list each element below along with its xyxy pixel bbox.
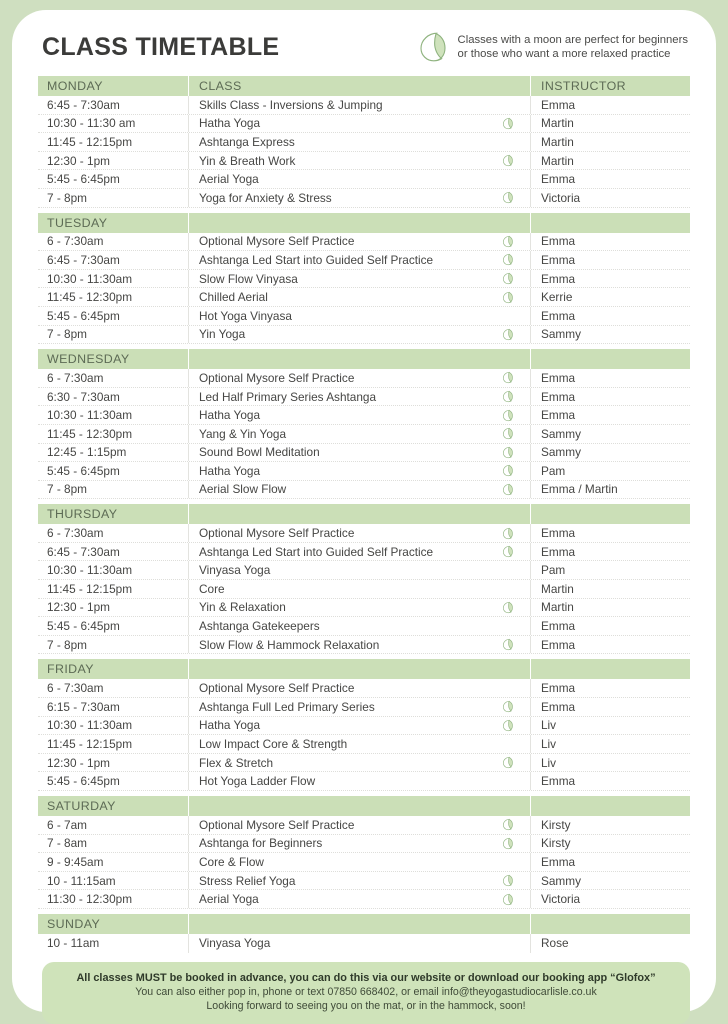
column-header-instructor [530, 213, 690, 233]
moon-icon [484, 837, 530, 850]
table-row[interactable] [38, 636, 690, 655]
day-name: WEDNESDAY [47, 352, 130, 367]
instructor-name: Martin [530, 599, 690, 617]
moon-icon [484, 427, 530, 440]
instructor-name: Martin [530, 152, 690, 170]
instructor-name: Victoria [530, 890, 690, 908]
class-name: Flex & Stretch [188, 754, 484, 772]
table-row[interactable] [38, 679, 690, 698]
moon-icon [484, 874, 530, 887]
moon-icon [484, 154, 530, 167]
day-header-friday [38, 659, 690, 679]
instructor-name: Liv [530, 735, 690, 753]
class-time: 10 - 11am [47, 936, 100, 951]
class-name: Hot Yoga Vinyasa [188, 307, 484, 325]
class-name: Sound Bowl Meditation [188, 444, 484, 462]
class-time: 10:30 - 11:30am [47, 271, 133, 286]
instructor-name: Martin [530, 115, 690, 133]
table-row[interactable] [38, 617, 690, 636]
table-row[interactable] [38, 233, 690, 252]
table-row[interactable] [38, 444, 690, 463]
moon-icon [484, 446, 530, 459]
table-row[interactable] [38, 735, 690, 754]
class-time: 6:45 - 7:30am [47, 252, 120, 267]
instructor-name: Sammy [530, 872, 690, 890]
instructor-name: Emma [530, 307, 690, 325]
day-header-saturday [38, 796, 690, 816]
day-header-monday [38, 76, 690, 96]
day-name: FRIDAY [47, 662, 94, 677]
table-row[interactable] [38, 816, 690, 835]
class-name: Slow Flow & Hammock Relaxation [188, 636, 484, 654]
class-time: 6 - 7am [47, 817, 87, 832]
class-time: 5:45 - 6:45pm [47, 308, 120, 323]
day-header-tuesday [38, 213, 690, 233]
page-title: CLASS TIMETABLE [42, 32, 280, 61]
class-name: Optional Mysore Self Practice [188, 679, 484, 697]
table-row[interactable] [38, 288, 690, 307]
table-row[interactable] [38, 599, 690, 618]
class-name: Ashtanga for Beginners [188, 835, 484, 853]
class-time: 6:15 - 7:30am [47, 699, 120, 714]
instructor-name: Emma [530, 388, 690, 406]
day-header-wednesday [38, 349, 690, 369]
table-row[interactable] [38, 835, 690, 854]
table-row[interactable] [38, 462, 690, 481]
instructor-name: Emma [530, 96, 690, 114]
table-row[interactable] [38, 189, 690, 208]
moon-icon [484, 409, 530, 422]
class-name: Yin & Breath Work [188, 152, 484, 170]
class-time: 11:45 - 12:30pm [47, 290, 133, 305]
moon-legend-line2: or those who want a more relaxed practice [457, 48, 671, 60]
instructor-name: Sammy [530, 425, 690, 443]
class-time: 5:45 - 6:45pm [47, 172, 120, 187]
table-row[interactable] [38, 307, 690, 326]
class-name: Core & Flow [188, 853, 484, 871]
class-time: 6 - 7:30am [47, 526, 104, 541]
column-header-class [188, 504, 484, 524]
instructor-name: Emma [530, 543, 690, 561]
class-name: Hatha Yoga [188, 406, 484, 424]
table-row[interactable] [38, 270, 690, 289]
class-name: Hatha Yoga [188, 462, 484, 480]
column-header-instructor [530, 659, 690, 679]
instructor-name: Sammy [530, 326, 690, 344]
table-row[interactable] [38, 170, 690, 189]
class-time: 11:45 - 12:15pm [47, 134, 133, 149]
instructor-name: Emma [530, 772, 690, 790]
moon-icon [484, 272, 530, 285]
table-row[interactable] [38, 369, 690, 388]
day-name: TUESDAY [47, 215, 108, 230]
table-row[interactable] [38, 543, 690, 562]
class-name: Core [188, 580, 484, 598]
class-name: Ashtanga Led Start into Guided Self Practice [188, 543, 484, 561]
class-name: Ashtanga Express [188, 133, 484, 151]
class-time: 6:45 - 7:30am [47, 97, 120, 112]
instructor-name: Emma [530, 406, 690, 424]
table-row[interactable] [38, 326, 690, 345]
class-time: 10:30 - 11:30am [47, 408, 133, 423]
moon-legend-text [458, 33, 688, 61]
class-time: 6 - 7:30am [47, 370, 104, 385]
class-name: Hot Yoga Ladder Flow [188, 772, 484, 790]
column-header-instructor [530, 914, 690, 934]
table-row[interactable] [38, 133, 690, 152]
class-time: 6:45 - 7:30am [47, 544, 120, 559]
table-row[interactable] [38, 853, 690, 872]
moon-icon [484, 638, 530, 651]
instructor-name: Emma / Martin [530, 481, 690, 499]
instructor-name: Emma [530, 270, 690, 288]
class-name: Led Half Primary Series Ashtanga [188, 388, 484, 406]
class-name: Ashtanga Gatekeepers [188, 617, 484, 635]
instructor-name: Emma [530, 524, 690, 542]
class-time: 5:45 - 6:45pm [47, 774, 120, 789]
class-time: 5:45 - 6:45pm [47, 463, 120, 478]
moon-legend [415, 30, 694, 64]
table-row[interactable] [38, 481, 690, 500]
instructor-name: Victoria [530, 189, 690, 207]
moon-icon [484, 545, 530, 558]
moon-legend-line1: Classes with a moon are perfect for beginners [457, 33, 688, 46]
table-row[interactable] [38, 580, 690, 599]
table-row[interactable] [38, 388, 690, 407]
class-time: 11:45 - 12:15pm [47, 737, 133, 752]
column-header-instructor [530, 504, 690, 524]
instructor-name: Martin [530, 133, 690, 151]
day-name: SUNDAY [47, 916, 101, 931]
table-row[interactable] [38, 425, 690, 444]
column-header-class: CLASS [188, 76, 484, 96]
footer-line-2: You can also either pop in, phone or text 07850 668402, or email info@theyogastudiocarlisle.co.uk [135, 985, 597, 998]
class-name: Optional Mysore Self Practice [188, 369, 484, 387]
class-name: Vinyasa Yoga [188, 934, 484, 953]
class-time: 11:30 - 12:30pm [47, 892, 133, 907]
class-name: Aerial Yoga [188, 890, 484, 908]
instructor-name: Kirsty [530, 835, 690, 853]
instructor-name: Emma [530, 617, 690, 635]
moon-icon [484, 235, 530, 248]
class-time: 12:30 - 1pm [47, 600, 110, 615]
footer-line-3: Looking forward to seeing you on the mat, or in the hammock, soon! [206, 1000, 526, 1013]
table-row[interactable] [38, 96, 690, 115]
instructor-name: Martin [530, 580, 690, 598]
instructor-name: Emma [530, 369, 690, 387]
day-name: SATURDAY [47, 799, 116, 813]
moon-icon [484, 328, 530, 341]
column-header-class [188, 349, 484, 369]
table-row[interactable] [38, 754, 690, 773]
class-name: Low Impact Core & Strength [188, 735, 484, 753]
instructor-name: Emma [530, 170, 690, 188]
instructor-name: Pam [530, 561, 690, 579]
class-name: Optional Mysore Self Practice [188, 524, 484, 542]
class-time: 10:30 - 11:30am [47, 563, 133, 578]
class-time: 6 - 7:30am [47, 681, 104, 696]
class-time: 7 - 8pm [47, 327, 87, 342]
moon-icon [484, 527, 530, 540]
class-name: Yin Yoga [188, 326, 484, 344]
column-header-class [188, 213, 484, 233]
day-header-thursday [38, 504, 690, 524]
moon-icon [484, 893, 530, 906]
class-time: 12:30 - 1pm [47, 755, 110, 770]
class-name: Optional Mysore Self Practice [188, 816, 484, 834]
moon-icon [484, 291, 530, 304]
instructor-name: Emma [530, 636, 690, 654]
column-header-class [188, 659, 484, 679]
instructor-name: Emma [530, 698, 690, 716]
table-row[interactable] [38, 251, 690, 270]
class-name: Stress Relief Yoga [188, 872, 484, 890]
table-row[interactable] [38, 152, 690, 171]
table-row[interactable] [38, 698, 690, 717]
footer-line-1: All classes MUST be booked in advance, you can do this via our website or download our booking app “Glofox” [76, 971, 656, 984]
instructor-name: Liv [530, 754, 690, 772]
class-name: Skills Class - Inversions & Jumping [188, 96, 484, 114]
moon-icon [484, 818, 530, 831]
class-name: Aerial Slow Flow [188, 481, 484, 499]
instructor-name: Kerrie [530, 288, 690, 306]
class-name: Yoga for Anxiety & Stress [188, 189, 484, 207]
class-time: 10 - 11:15am [47, 873, 116, 888]
day-name: MONDAY [47, 79, 103, 93]
class-time: 6 - 7:30am [47, 234, 104, 249]
class-time: 10:30 - 11:30 am [47, 116, 136, 131]
class-time: 11:45 - 12:15pm [47, 581, 133, 596]
table-row[interactable] [38, 561, 690, 580]
class-name: Yang & Yin Yoga [188, 425, 484, 443]
timetable-card [12, 10, 716, 1012]
table-row[interactable] [38, 717, 690, 736]
table-row[interactable] [38, 890, 690, 909]
moon-icon [484, 390, 530, 403]
class-name: Vinyasa Yoga [188, 561, 484, 579]
instructor-name: Emma [530, 233, 690, 251]
class-time: 7 - 8pm [47, 637, 87, 652]
moon-icon [484, 719, 530, 732]
instructor-name: Pam [530, 462, 690, 480]
moon-icon [484, 483, 530, 496]
moon-icon [484, 253, 530, 266]
moon-icon [484, 371, 530, 384]
class-time: 10:30 - 11:30am [47, 718, 133, 733]
class-name: Optional Mysore Self Practice [188, 233, 484, 251]
class-name: Hatha Yoga [188, 115, 484, 133]
class-time: 6:30 - 7:30am [47, 389, 120, 404]
column-header-instructor [530, 796, 690, 816]
moon-icon [484, 756, 530, 769]
moon-icon [484, 601, 530, 614]
day-name: THURSDAY [47, 507, 118, 522]
class-name: Hatha Yoga [188, 717, 484, 735]
table-row[interactable] [38, 872, 690, 891]
class-name: Slow Flow Vinyasa [188, 270, 484, 288]
class-name: Ashtanga Full Led Primary Series [188, 698, 484, 716]
footer-note [42, 962, 690, 1024]
column-header-instructor: INSTRUCTOR [530, 76, 690, 96]
column-header-class [188, 796, 484, 816]
timetable [38, 76, 690, 953]
day-header-sunday [38, 914, 690, 934]
class-time: 7 - 8pm [47, 482, 87, 497]
class-time: 5:45 - 6:45pm [47, 619, 120, 634]
table-row[interactable] [38, 934, 690, 953]
page-header [38, 24, 694, 70]
class-name: Chilled Aerial [188, 288, 484, 306]
column-header-instructor [530, 349, 690, 369]
class-time: 7 - 8pm [47, 190, 87, 205]
instructor-name: Emma [530, 679, 690, 697]
class-name: Ashtanga Led Start into Guided Self Practice [188, 251, 484, 269]
instructor-name: Emma [530, 251, 690, 269]
class-name: Aerial Yoga [188, 170, 484, 188]
table-row[interactable] [38, 524, 690, 543]
instructor-name: Rose [530, 934, 690, 953]
table-row[interactable] [38, 115, 690, 134]
class-name: Yin & Relaxation [188, 599, 484, 617]
moon-icon [484, 117, 530, 130]
instructor-name: Emma [530, 853, 690, 871]
table-row[interactable] [38, 406, 690, 425]
class-time: 12:45 - 1:15pm [47, 445, 127, 460]
instructor-name: Sammy [530, 444, 690, 462]
instructor-name: Liv [530, 717, 690, 735]
moon-icon [484, 464, 530, 477]
class-time: 9 - 9:45am [47, 854, 104, 869]
moon-icon [415, 30, 449, 64]
class-time: 7 - 8am [47, 836, 87, 851]
table-row[interactable] [38, 772, 690, 791]
moon-icon [484, 191, 530, 204]
class-time: 12:30 - 1pm [47, 153, 110, 168]
class-time: 11:45 - 12:30pm [47, 426, 133, 441]
instructor-name: Kirsty [530, 816, 690, 834]
column-header-class [188, 914, 484, 934]
moon-icon [484, 700, 530, 713]
